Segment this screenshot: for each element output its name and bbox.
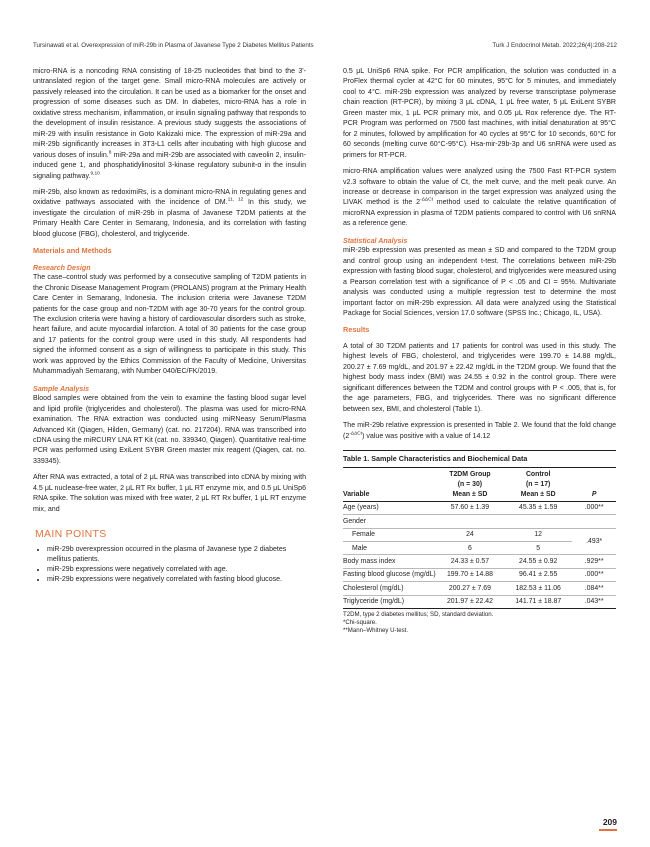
table-header-mean-sd: Mean ± SD (436, 490, 504, 501)
sample-analysis-paragraph: Blood samples were obtained from the vein to examine the fasting blood sugar level and lipid profile (triglycerides and cholesterol). The plasma was used for micro-RNA examination. The RNA extraction was conducted using miRNeasy Serum/Plasma Advanced Kit (Qiagen, Hilden, Germany) (cat. no. 217204). RNA was transcribed into cDNA using the miRCURY LNA RT Kit (cat. no. 339340, Qiagen). Quantitative real-time PCR was performed using ExiLent SYBR Green master mix reagent (Qiagen, cat. no. 339345). (33, 395, 306, 465)
main-point-item: • miR-29b expressions were negatively correlated with age. (47, 565, 306, 575)
table-cell-control: 5 (504, 542, 572, 555)
main-point-item: • miR-29b expressions were negatively correlated with fasting blood glucose. (47, 575, 306, 585)
citation-superscript[interactable]: 11, 12 (227, 198, 244, 204)
table-cell-p (572, 515, 616, 528)
table-cell-control: 12 (504, 528, 572, 541)
results-paragraph-2 (343, 421, 616, 442)
section-heading-results: Results (343, 325, 370, 335)
subsection-heading-research-design: Research Design (33, 263, 91, 272)
amplification-text-a: micro-RNA amplification values were analyzed using the 7500 Fast RT-PCR system v2.3 software to obtain the value of Ct, the melt curve, and the melt peak curve. An increase or decrease in comparison in the target expression was analyzed using the LIVAK method is the 2 (343, 168, 616, 207)
table-cell-t2dm: 24.33 ± 0.57 (436, 555, 504, 568)
table-header-p: P (572, 490, 616, 501)
pcr-paragraph: 0.5 μL UniSp6 RNA spike. For PCR amplification, the solution was conducted in a ProFlex thermal cycler at 42°C for 60 minutes, 95°C for 5 minutes, and immediately cool to 4°C. miR-29b expression was analyzed by reverse transcriptase polymerase chain reaction (RT-PCR), by mixing 3 μL cDNA, 1 μL free water, 5 μL ExiLent SYBR Green master mix, 1 μL PCR primary mix, and 0.05 μL Rox reference dye. The RT-PCR Program was performed on 7500 fast machines, with initial denaturation at 95°C for 2 minutes, followed by amplification for 40 cycles at 95°C for 10 seconds, 60°C for 60 seconds (melting curve 60°C-95°C). Hsa-mir-29b-3p and U6 snRNA were used as primers for RT-PCR. (343, 68, 616, 159)
citation-superscript[interactable]: 8 (108, 150, 112, 156)
results-paragraph-2-text-a: The miR-29b relative expression is presented in Table 2. We found that the fold change (2 (343, 422, 616, 440)
table-header-control-group: Control (504, 468, 572, 480)
table-1 (343, 450, 616, 635)
table-cell-control (504, 515, 572, 528)
table-cell-p: .084** (572, 582, 616, 595)
table-footnote: *Chi-square. (343, 619, 377, 627)
table-cell-control: 24.55 ± 0.92 (504, 555, 572, 568)
table-cell-variable: Fasting blood glucose (mg/dL) (343, 568, 436, 581)
table-cell-t2dm: 24 (436, 528, 504, 541)
table-cell-p: .493* (572, 528, 616, 555)
research-design-paragraph: The case–control study was performed by a consecutive sampling of T2DM patients in the Chronic Disease Management Program (PROLANS) program at the Primary Health Care Center in Semarang, Indonesia. The inclusion criteria were Javanese T2DM patients for the case group and non-T2DM with age 30-70 years for the control group. The exclusion criteria were having a history of cardiovascular disorders such as stroke, heart failure, and acute myocardial infarction. A total of 30 patients for the case group and 17 patients for the control group were used in this study. All respondents had signed the informed consent as a sign of willingness to participate in this study. This work was approved by the Ethics Commission of the Faculty of Medicine, Universitas Muhammadiyah Semarang, with Number 040/EC/FK/2019. (33, 274, 306, 376)
table-row (343, 501, 616, 514)
table-cell-p: .043** (572, 595, 616, 608)
right-column (343, 67, 616, 635)
table-footnote: **Mann–Whitney U-test. (343, 627, 409, 635)
table-header-empty (343, 468, 436, 480)
amplification-text-b: method used to calculate the relative quantification of microRNA expression in plasma of T2DM patients compared to control with U6 snRNA as a reference gene. (343, 199, 616, 228)
running-header (33, 42, 617, 54)
table-cell-variable: Gender (343, 515, 436, 528)
table-cell-t2dm: 199.70 ± 14.88 (436, 568, 504, 581)
running-header-left: Tursinawati et al. Overexpression of miR-29b in Plasma of Javanese Type 2 Diabetes Mellitus Patients (33, 42, 314, 49)
intro-paragraph-1-text-a: micro-RNA is a noncoding RNA consisting of 18-25 nucleotides that bind to the 3'-untranslated region of the target gene. Small micro-RNA molecules are actively or passively released into the circulation. It can be used as a biomarker for the onset and progression of some diseases such as DM. In diabetes, micro-RNA has a role in oxidative stress mechanism, inflammation, or insulin signaling pathway that responds to the development of insulin resistance. A previous study suggests the associations of miR-29 with insulin resistance in Goto Kakizaki mice. The expression of miR-29a and miR-29b significantly increases in 3T3-L1 cells after incubating with high glucose and various doses of insulin. (33, 68, 307, 159)
table-cell-t2dm: 57.60 ± 1.39 (436, 501, 504, 514)
table-header-t2dm-group: T2DM Group (436, 468, 504, 480)
intro-paragraph-2-text-b: In this study, we investigate the circulation of miR-29b in plasma of Javanese T2DM patients at the Primary Health Care Center in Semarang, Indonesia, and its correlation with fasting blood glucose (FBG), cholesterol, and triglyceride. (33, 199, 306, 238)
table-cell-p: .929** (572, 555, 616, 568)
table-cell-variable: Body mass index (343, 555, 436, 568)
table-cell-p: .000** (572, 501, 616, 514)
table-cell-p: .000** (572, 568, 616, 581)
table-row (343, 595, 616, 608)
table-cell-t2dm: 200.27 ± 7.69 (436, 582, 504, 595)
section-heading-materials-methods: Materials and Methods (33, 246, 112, 256)
main-point-item: • miR-29b overexpression occurred in the plasma of Javanese type 2 diabetes mellitus patients. (47, 545, 306, 565)
table-cell-variable: Cholesterol (mg/dL) (343, 582, 436, 595)
table-cell-variable: Triglyceride (mg/dL) (343, 595, 436, 608)
left-column (33, 67, 306, 585)
main-points-title: MAIN POINTS (35, 528, 107, 541)
table-header-empty (343, 480, 436, 490)
amplification-paragraph (343, 167, 616, 230)
delta-ct-superscript: -ΔΔCt (420, 198, 433, 204)
table-footnotes (343, 611, 616, 635)
running-header-journal: Turk J Endocrinol Metab. 2022;26(4):208-212 (492, 42, 617, 49)
table-header-empty (572, 480, 616, 490)
table-cell-variable: Age (years) (343, 501, 436, 514)
table-cell-control: 45.35 ± 1.59 (504, 501, 572, 514)
subsection-heading-sample-analysis: Sample Analysis (33, 384, 90, 393)
intro-paragraph-1-text-b: miR-29a and miR-29b are associated with caveolin 2, insulin-induced gene 1, and phosphatidylinositol 3-kinase regulatory subunit-α in the insulin signaling pathway. (33, 151, 306, 180)
table-header-mean-sd: Mean ± SD (504, 490, 572, 501)
intro-paragraph-2 (33, 188, 306, 240)
table-row (343, 528, 616, 541)
page-number-accent-bar (599, 829, 617, 831)
subsection-heading-statistical-analysis: Statistical Analysis (343, 236, 408, 245)
intro-paragraph-2-text-a: miR-29b, also known as redoximiRs, is a dominant micro-RNA in regulating genes and oxidative pathways associated with the incidence of DM. (33, 188, 306, 207)
delta-ct-superscript: -ΔΔCt (349, 431, 363, 437)
table-footnote: T2DM, type 2 diabetes mellitus; SD, standard deviation. (343, 611, 494, 619)
table-header-variable: Variable (343, 490, 436, 501)
table-header-empty (572, 468, 616, 480)
table-cell-control: 182.53 ± 11.06 (504, 582, 572, 595)
statistical-analysis-paragraph: miR-29b expression was presented as mean ± SD and compared to the T2DM group and control group using an independent t-test. The correlations between miR-29b expression with fasting blood sugar, cholesterol, and triglycerides were measured using a Pearson correlation test with a significance of P < .05 and CI = 95%. Multivariate analysis was conducted using a multiple regression test to determine the most important factor on miR-29b expression. All data were analyzed using the Statistical Package for Social Sciences, version 17.0 software (SPSS Inc.; Chicago, IL, USA). (343, 247, 616, 317)
main-points-list (33, 545, 306, 586)
table-header-t2dm-n: (n = 30) (457, 481, 483, 489)
table-cell-control: 141.71 ± 18.87 (504, 595, 572, 608)
intro-paragraph-1 (33, 67, 306, 182)
table-cell-t2dm: 6 (436, 542, 504, 555)
results-paragraph-1: A total of 30 T2DM patients and 17 patients for control was used in this study. The highest levels of FBG, cholesterol, and triglycerides were 199.70 ± 14.88 mg/dL, 200.27 ± 7.69 mg/dL, and 201.97 ± 22.42 mg/dL in the T2DM group. We found that the highest body mass index (BMI) was 24.55 ± 0.92 in the control group. There were significant differences between the T2DM and control groups with P < .005, that is, for the age parameters, FBG, and triglycerides. There was no significant difference between sex, BMI, and cholesterol (Table 1). (343, 342, 616, 413)
rna-extraction-paragraph: After RNA was extracted, a total of 2 μL RNA was transcribed into cDNA by mixing with 4.5 μL nuclease-free water, 2 μL RT Rx buffer, 1 μL RT enzyme mix, and 0.5 μL UniSp6 RNA spike. The solution was mixed with free water, 2 μL RT Rx buffer, 1 μL RT enzyme mix, and (33, 474, 306, 513)
table-row (343, 515, 616, 528)
table-cell-control: 96.41 ± 2.55 (504, 568, 572, 581)
table-cell-t2dm: 201.97 ± 22.42 (436, 595, 504, 608)
table-cell-t2dm (436, 515, 504, 528)
results-paragraph-2-text-b: ) value was positive with a value of 14.12 (362, 432, 491, 440)
main-points-box (33, 529, 306, 585)
table-title: Table 1. Sample Characteristics and Biochemical Data (343, 450, 616, 467)
citation-superscript[interactable]: 9,10 (90, 171, 100, 177)
table-header-control-n: (n = 17) (526, 481, 551, 489)
table-row (343, 568, 616, 581)
page-number: 209 (602, 817, 617, 827)
table-row (343, 555, 616, 568)
table-1-grid (343, 467, 616, 609)
table-cell-variable: Male (343, 542, 436, 555)
table-row (343, 582, 616, 595)
table-cell-variable: Female (343, 528, 436, 541)
